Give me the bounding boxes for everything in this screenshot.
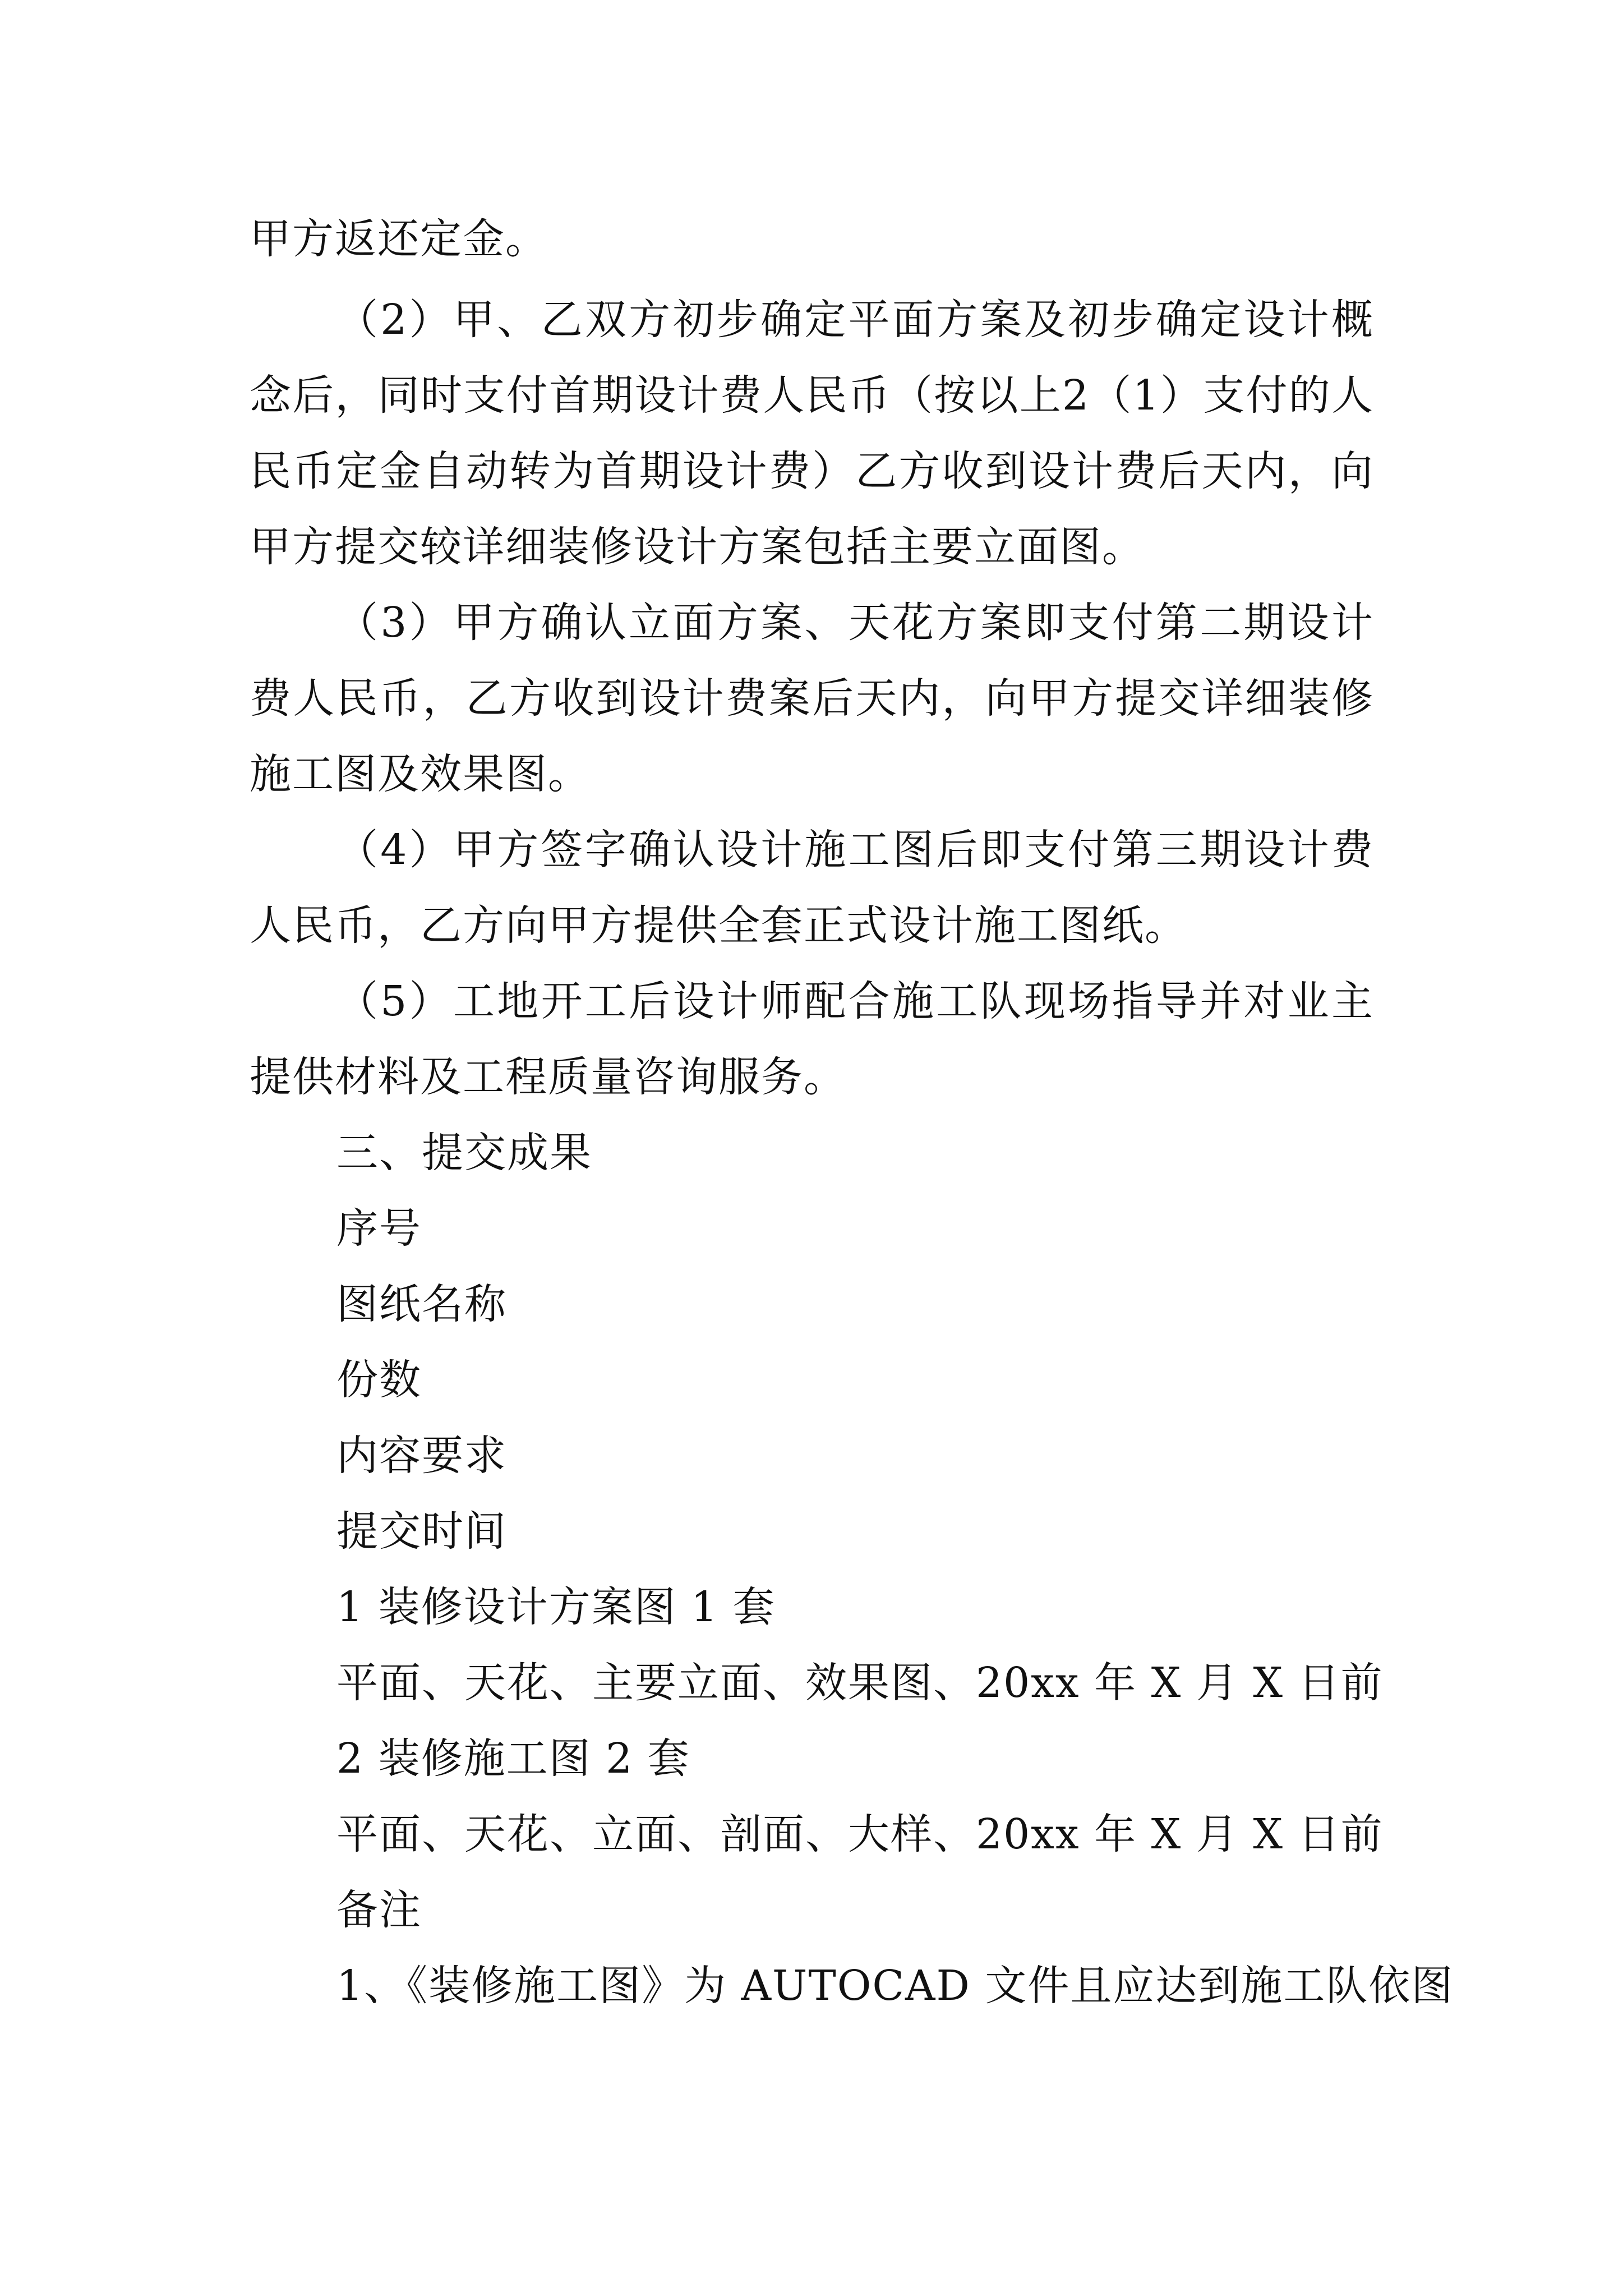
paragraph-line: （4）甲方签字确认设计施工图后即支付第三期设计费	[336, 826, 1374, 874]
paragraph-line: 念后，同时支付首期设计费人民币（按以上2（1）支付的人	[250, 371, 1374, 420]
table-header-cell: 序号	[336, 1204, 422, 1253]
paragraph-line: 施工图及效果图。	[250, 750, 591, 798]
table-cell: 平面、天花、主要立面、效果图、20xx 年 X 月 X 日前	[336, 1659, 1384, 1707]
paragraph-line: 人民币，乙方向甲方提供全套正式设计施工图纸。	[250, 901, 1187, 950]
table-header-cell: 提交时间	[336, 1507, 507, 1556]
section-heading: 三、提交成果	[336, 1129, 592, 1177]
paragraph-line: 甲方返还定金。	[250, 215, 548, 263]
table-header-cell: 份数	[336, 1356, 422, 1404]
paragraph-line: 1、《装修施工图》为 AUTOCAD 文件且应达到施工队依图	[336, 1962, 1454, 2010]
paragraph-line: （5）工地开工后设计师配合施工队现场指导并对业主	[336, 977, 1374, 1025]
paragraph-line: 民币定金自动转为首期设计费）乙方收到设计费后天内，向	[250, 447, 1374, 495]
paragraph-line: （2）甲、乙双方初步确定平面方案及初步确定设计概	[336, 296, 1374, 344]
paragraph-line: 费人民币，乙方收到设计费案后天内，向甲方提交详细装修	[250, 674, 1374, 723]
table-cell: 2 装修施工图 2 套	[336, 1734, 690, 1783]
paragraph-line: 甲方提交较详细装修设计方案包括主要立面图。	[250, 523, 1145, 571]
table-cell: 1 装修设计方案图 1 套	[336, 1583, 776, 1631]
table-cell: 平面、天花、立面、剖面、大样、20xx 年 X 月 X 日前	[336, 1810, 1384, 1858]
table-header-cell: 图纸名称	[336, 1280, 507, 1328]
paragraph-line: （3）甲方确认立面方案、天花方案即支付第二期设计	[336, 599, 1374, 647]
table-header-cell: 内容要求	[336, 1432, 507, 1480]
paragraph-line: 提供材料及工程质量咨询服务。	[250, 1053, 846, 1101]
remarks-heading: 备注	[336, 1886, 422, 1934]
